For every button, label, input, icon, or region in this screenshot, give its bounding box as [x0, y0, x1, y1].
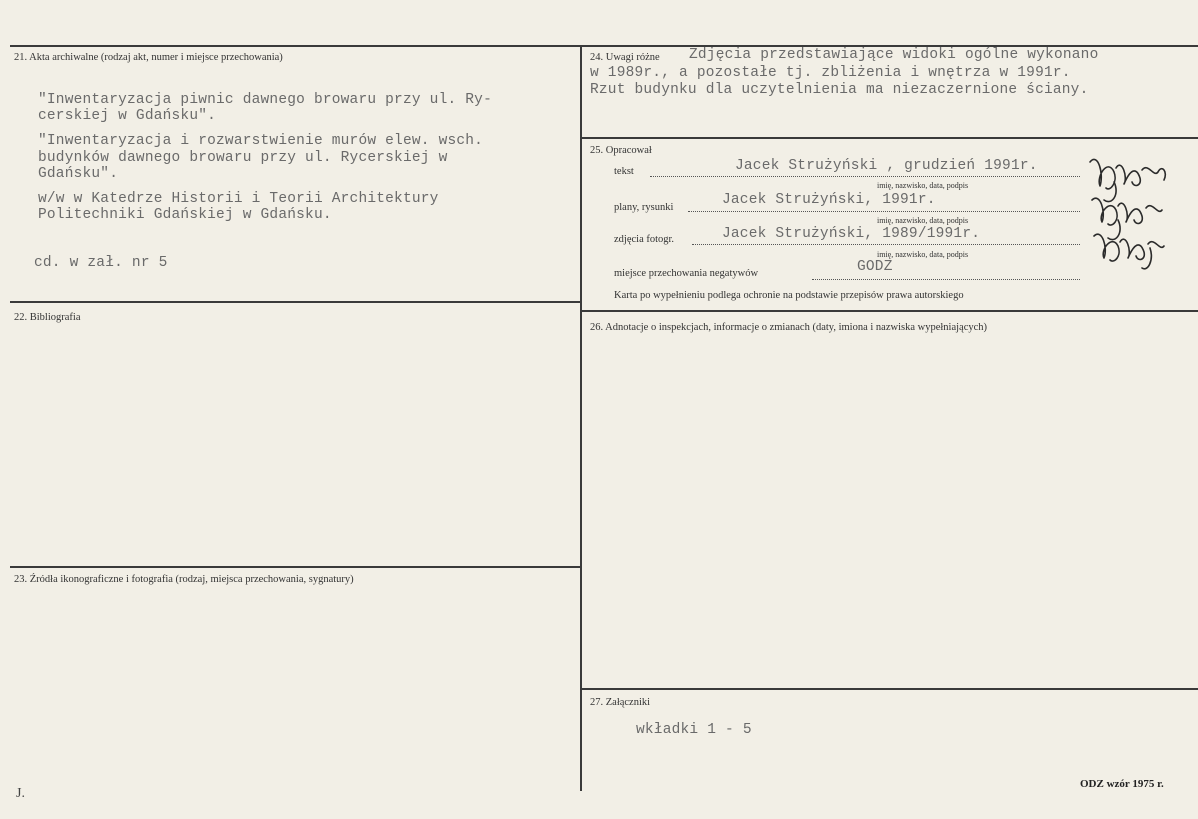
negatives-label: miejsce przechowania negatywów: [614, 268, 759, 279]
author-text-label: tekst: [614, 166, 634, 177]
author-photos-caption: imię, nazwisko, data, podpis: [877, 250, 969, 259]
rule-26-27: [582, 688, 1198, 690]
center-divider: [580, 45, 582, 791]
author-text-value: Jacek Strużyński , grudzień 1991r.: [735, 158, 1038, 174]
author-photos-value: Jacek Strużyński, 1989/1991r.: [722, 226, 981, 242]
author-drawings-value: Jacek Strużyński, 1991r.: [722, 192, 936, 208]
archive-line-2: cerskiej w Gdańsku".: [38, 108, 217, 124]
archive-line-7: Politechniki Gdańskiej w Gdańsku.: [38, 207, 332, 223]
archive-line-4: budynków dawnego browaru przy ul. Rycerskiej w: [38, 150, 448, 166]
remarks-line-1: Zdjęcia przedstawiające widoki ogólne wykonano: [689, 47, 1099, 63]
author-drawings-line: [688, 211, 1080, 212]
author-drawings-caption: imię, nazwisko, data, podpis: [877, 216, 969, 225]
section-22-label: 22. Bibliografia: [14, 312, 81, 323]
negatives-line: [812, 279, 1080, 280]
section-27-label: 27. Załączniki: [590, 697, 651, 708]
section-25-label: 25. Opracował: [590, 145, 652, 156]
copyright-note: Karta po wypełnieniu podlega ochronie na podstawie przepisów prawa autorskiego: [614, 290, 964, 301]
author-text-line: [650, 176, 1080, 177]
attachments-value: wkładki 1 - 5: [636, 722, 752, 738]
section-24-label: 24. Uwagi różne: [590, 52, 660, 63]
signature-mark: [1084, 148, 1180, 278]
rule-25-26: [582, 310, 1198, 312]
archive-line-5: Gdańsku".: [38, 166, 119, 182]
form-id: ODZ wzór 1975 r.: [1080, 778, 1164, 790]
section-26-label: 26. Adnotacje o inspekcjach, informacje o zmianach (daty, imiona i nazwiska wypełniających): [590, 322, 988, 333]
rule-22-23: [10, 566, 580, 568]
negatives-value: GODZ: [857, 259, 893, 275]
remarks-line-3: Rzut budynku dla uczytelnienia ma niezaczernione ściany.: [590, 82, 1089, 98]
archive-line-1: "Inwentaryzacja piwnic dawnego browaru przy ul. Ry-: [38, 92, 492, 108]
author-text-caption: imię, nazwisko, data, podpis: [877, 181, 969, 190]
archive-line-6: w/w w Katedrze Historii i Teorii Architektury: [38, 191, 439, 207]
author-photos-line: [692, 244, 1080, 245]
section-23-label: 23. Źródła ikonograficzne i fotografia (rodzaj, miejsca przechowania, sygnatury): [14, 574, 354, 585]
author-photos-label: zdjęcia fotogr.: [614, 234, 675, 245]
rule-24-25: [582, 137, 1198, 139]
section-21-label: 21. Akta archiwalne (rodzaj akt, numer i miejsce przechowania): [14, 52, 283, 63]
remarks-line-2: w 1989r., a pozostałe tj. zbliżenia i wnętrza w 1991r.: [590, 65, 1071, 81]
corner-mark: J.: [16, 786, 25, 801]
archive-line-3: "Inwentaryzacja i rozwarstwienie murów elew. wsch.: [38, 133, 484, 149]
archive-continued: cd. w zał. nr 5: [34, 255, 168, 271]
author-drawings-label: plany, rysunki: [614, 202, 674, 213]
rule-21-22: [10, 301, 580, 303]
